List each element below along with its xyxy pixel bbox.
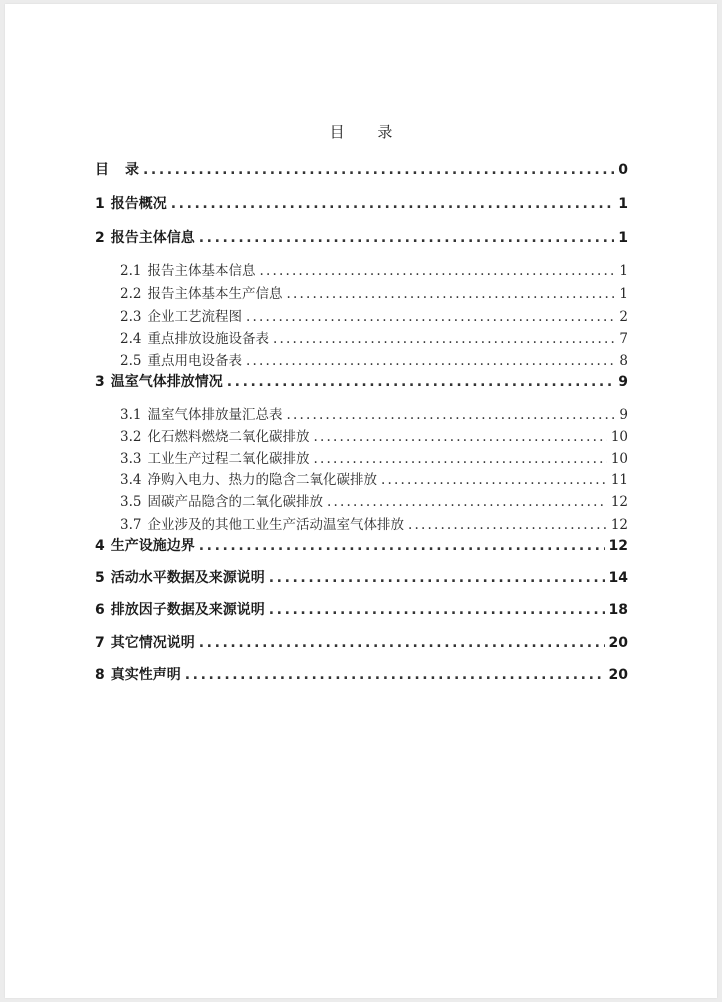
toc-entry-label: 其它情况说明 xyxy=(110,635,195,651)
toc-entry-page: 11 xyxy=(610,472,628,488)
toc-entry-number: 2.2 xyxy=(120,286,142,302)
dot-leader xyxy=(269,602,605,618)
toc-entry-number: 5 xyxy=(95,570,105,586)
toc-entry-number: 1 xyxy=(95,196,105,212)
toc-entry-label: 报告概况 xyxy=(110,196,167,212)
toc-entry-number: 7 xyxy=(95,635,105,651)
dot-leader xyxy=(199,230,615,246)
toc-entry-page: 2 xyxy=(619,309,628,325)
toc-entry-number: 3.1 xyxy=(120,407,142,423)
toc-entry-label: 报告主体信息 xyxy=(110,230,195,246)
toc-entry-3-5[interactable] xyxy=(120,490,628,510)
toc-entry-label: 企业工艺流程图 xyxy=(147,309,242,325)
dot-leader xyxy=(273,331,615,347)
toc-entry-page: 8 xyxy=(619,353,628,369)
toc-entry-page: 9 xyxy=(618,374,628,390)
toc-entry-label: 报告主体基本信息 xyxy=(147,263,256,279)
toc-entry-label: 活动水平数据及来源说明 xyxy=(110,570,265,586)
toc-entry-number: 目 xyxy=(95,162,109,178)
toc-entry-page: 0 xyxy=(618,162,628,178)
toc-entry-page: 1 xyxy=(618,230,628,246)
toc-entry-2-3[interactable] xyxy=(120,305,628,325)
toc-entry-label: 生产设施边界 xyxy=(110,538,195,554)
toc-entry-label: 固碳产品隐含的二氧化碳排放 xyxy=(147,494,323,510)
toc-entry-section-2[interactable] xyxy=(95,227,628,247)
toc-entry-3-3[interactable] xyxy=(120,447,628,467)
dot-leader xyxy=(408,517,607,533)
toc-entry-number: 3.4 xyxy=(120,472,142,488)
dot-leader xyxy=(286,286,615,302)
toc-entry-2-1[interactable] xyxy=(120,259,628,279)
dot-leader xyxy=(313,429,606,445)
toc-entry-number: 2.4 xyxy=(120,331,142,347)
dot-leader xyxy=(327,494,607,510)
toc-entry-label: 温室气体排放量汇总表 xyxy=(147,407,283,423)
toc-entry-contents[interactable] xyxy=(95,159,628,179)
toc-entry-3-7[interactable] xyxy=(120,513,628,533)
toc-entry-label: 真实性声明 xyxy=(110,667,181,683)
toc-entry-page: 10 xyxy=(610,429,628,445)
toc-entry-number: 2.1 xyxy=(120,263,142,279)
toc-entry-3-4[interactable] xyxy=(120,468,628,488)
dot-leader xyxy=(259,263,615,279)
toc-entry-page: 1 xyxy=(619,286,628,302)
toc-entry-section-5[interactable] xyxy=(95,567,628,587)
dot-leader xyxy=(143,162,614,178)
toc-entry-3-2[interactable] xyxy=(120,425,628,445)
toc-entry-page: 1 xyxy=(619,263,628,279)
toc-entry-section-3[interactable] xyxy=(95,371,628,391)
toc-entry-number: 3.5 xyxy=(120,494,142,510)
toc-entry-number: 2 xyxy=(95,230,105,246)
dot-leader xyxy=(185,667,605,683)
toc-entry-label: 化石燃料燃烧二氧化碳排放 xyxy=(147,429,310,445)
toc-entry-page: 20 xyxy=(608,635,628,651)
toc-entry-page: 10 xyxy=(610,451,628,467)
toc-entry-label: 净购入电力、热力的隐含二氧化碳排放 xyxy=(147,472,377,488)
dot-leader xyxy=(171,196,615,212)
dot-leader xyxy=(227,374,615,390)
toc-entry-number: 2.3 xyxy=(120,309,142,325)
dot-leader xyxy=(199,635,605,651)
toc-entry-section-6[interactable] xyxy=(95,599,628,619)
toc-entry-number: 2.5 xyxy=(120,353,142,369)
toc-entry-label: 企业涉及的其他工业生产活动温室气体排放 xyxy=(147,517,404,533)
toc-entry-label: 温室气体排放情况 xyxy=(110,374,223,390)
toc-entry-page: 18 xyxy=(608,602,628,618)
toc-entry-label: 录 xyxy=(125,162,139,178)
toc-entry-number: 3.7 xyxy=(120,517,142,533)
toc-entry-page: 1 xyxy=(618,196,628,212)
toc-entry-3-1[interactable] xyxy=(120,403,628,423)
toc-entry-number: 4 xyxy=(95,538,105,554)
dot-leader xyxy=(199,538,605,554)
dot-leader xyxy=(269,570,605,586)
toc-entry-section-1[interactable] xyxy=(95,193,628,213)
toc-entry-2-5[interactable] xyxy=(120,349,628,369)
toc-entry-label: 工业生产过程二氧化碳排放 xyxy=(147,451,310,467)
toc-entry-page: 9 xyxy=(619,407,628,423)
toc-entry-number: 3.3 xyxy=(120,451,142,467)
toc-entry-number: 3 xyxy=(95,374,105,390)
toc-entry-page: 12 xyxy=(610,494,628,510)
toc-entry-2-4[interactable] xyxy=(120,327,628,347)
toc-entry-section-8[interactable] xyxy=(95,664,628,684)
toc-entry-page: 14 xyxy=(608,570,628,586)
toc-entry-section-4[interactable] xyxy=(95,535,628,555)
dot-leader xyxy=(381,472,607,488)
toc-entry-2-2[interactable] xyxy=(120,282,628,302)
toc-entry-section-7[interactable] xyxy=(95,632,628,652)
dot-leader xyxy=(246,353,615,369)
dot-leader xyxy=(286,407,615,423)
toc-entry-number: 8 xyxy=(95,667,105,683)
toc-entry-label: 重点排放设施设备表 xyxy=(147,331,269,347)
toc-entry-number: 6 xyxy=(95,602,105,618)
dot-leader xyxy=(246,309,615,325)
dot-leader xyxy=(313,451,606,467)
toc-entry-page: 12 xyxy=(608,538,628,554)
toc-entry-number: 3.2 xyxy=(120,429,142,445)
toc-entry-label: 重点用电设备表 xyxy=(147,353,242,369)
toc-entry-label: 排放因子数据及来源说明 xyxy=(110,602,265,618)
toc-title: 目 录 xyxy=(329,123,407,141)
toc-entry-page: 12 xyxy=(610,517,628,533)
toc-entry-label: 报告主体基本生产信息 xyxy=(147,286,283,302)
toc-entry-page: 7 xyxy=(619,331,628,347)
toc-entry-page: 20 xyxy=(608,667,628,683)
